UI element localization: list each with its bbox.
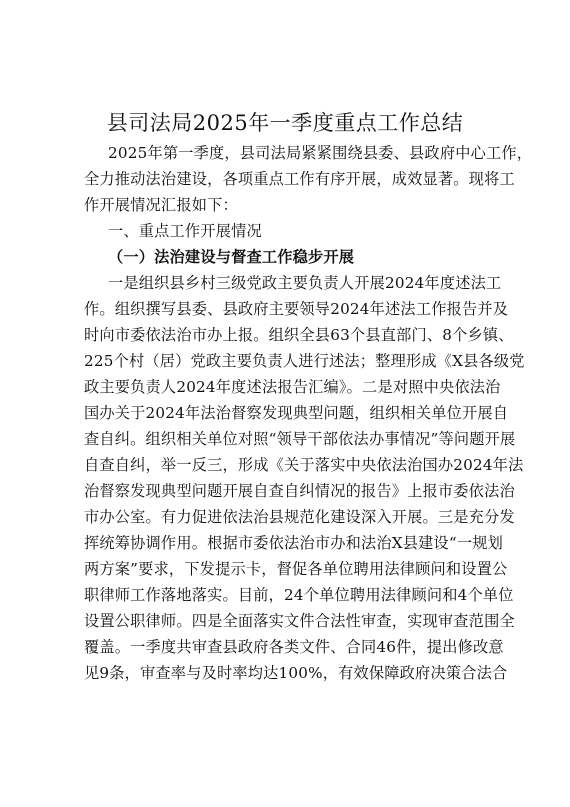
paragraph-line: 设置公职律师。四是全面落实文件合法性审查，实现审查范围全 [84,612,515,630]
paragraph-line: 挥统筹协调作用。根据市委依法治市办和法治X县建设“一规划 [84,534,504,552]
paragraph-line: 见9条，审查率与及时率均达100%，有效保障政府决策合法合 [84,664,508,682]
paragraph-line: 治督察发现典型问题开展自查自纠情况的报告》上报市委依法治 [84,482,515,500]
paragraph-line: 国办关于2024年法治督察发现典型问题，组织相关单位开展自 [84,404,509,422]
paragraph-line: 全力推动法治建设，各项重点工作有序开展，成效显著。现将工 [84,170,515,188]
paragraph-line: 自查自纠，举一反三，形成《关于落实中央依法治国办2024年法 [84,456,524,474]
paragraph-line: 两方案”要求，下发提示卡，督促各单位聘用法律顾问和设置公 [84,560,508,578]
paragraph-line: 政主要负责人2024年度述法报告汇编》。二是对照中央依法治 [84,378,501,396]
subsection-heading: （一）法治建设与督查工作稳步开展 [108,248,355,266]
document-title: 县司法局2025年一季度重点工作总结 [106,111,464,135]
paragraph-line: 覆盖。一季度共审查县政府各类文件、合同46件，提出修改意 [84,638,504,656]
section-heading: 一、重点工作开展情况 [108,222,262,240]
paragraph-line: 职律师工作落地落实。目前，24个单位聘用法律顾问和4个单位 [84,586,514,604]
paragraph-line: 时向市委依法治市办上报。组织全县63个县直部门、8个乡镇、 [84,326,514,344]
paragraph-line: 225个村（居）党政主要负责人进行述法；整理形成《X县各级党 [84,352,525,370]
paragraph-line: 一是组织县乡村三级党政主要负责人开展2024年度述法工 [108,274,502,292]
paragraph-line: 市办公室。有力促进依法治县规范化建设深入开展。三是充分发 [84,508,515,526]
paragraph-line: 查自纠。组织相关单位对照“领导干部依法办事情况”等问题开展 [84,430,516,448]
paragraph-line: 2025年第一季度，县司法局紧紧围绕县委、县政府中心工作， [108,144,533,162]
paragraph-line: 作。组织撰写县委、县政府主要领导2024年述法工作报告并及 [84,300,509,318]
paragraph-line: 作开展情况汇报如下： [84,196,238,214]
